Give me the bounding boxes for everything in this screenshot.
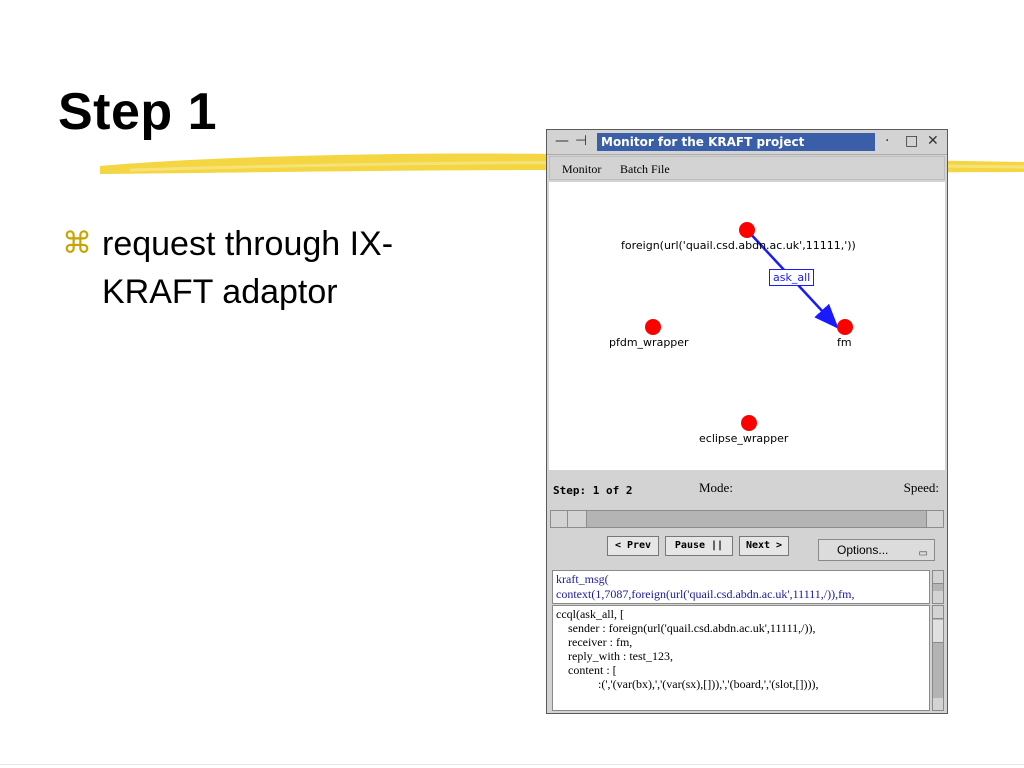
- message-header-line-1: kraft_msg(: [556, 572, 609, 586]
- maximize-icon[interactable]: □: [905, 133, 919, 149]
- dot-icon[interactable]: ·: [885, 133, 890, 149]
- mode-label: Mode:: [699, 480, 733, 495]
- menubar: [549, 156, 945, 180]
- message-content-pane[interactable]: ccql(ask_all, [ sender : foreign(url('quail.csd.abdn.ac.uk',11111,/)), receiver : fm, reply_with : test_123, content : [ :(','(var(bx),','(var(sx),[])),','(board,','(slot,[]))),: [552, 605, 930, 711]
- status-bar: [549, 472, 945, 506]
- slider-left-arrow-icon[interactable]: [551, 511, 568, 527]
- slider-thumb[interactable]: [568, 511, 587, 527]
- node-label-eclipse-wrapper: eclipse_wrapper: [699, 432, 789, 445]
- node-pfdm-wrapper[interactable]: [645, 319, 661, 335]
- message-header-line-2: context(1,7087,foreign(url('quail.csd.abdn.ac.uk',11111,/)),fm,: [556, 587, 855, 601]
- slider-right-arrow-icon[interactable]: [926, 511, 943, 527]
- node-eclipse-wrapper[interactable]: [741, 415, 757, 431]
- node-fm[interactable]: [837, 319, 853, 335]
- bullet-text: request through IX-KRAFT adaptor: [102, 225, 394, 311]
- step-slider[interactable]: [550, 510, 944, 528]
- bullet-item: [62, 220, 462, 316]
- scroll-up-arrow-icon[interactable]: [933, 571, 943, 584]
- options-dropdown[interactable]: [818, 539, 935, 561]
- message-header-pane[interactable]: [552, 570, 930, 604]
- message-header-scrollbar[interactable]: [932, 570, 944, 604]
- speed-label: Speed:: [903, 480, 939, 495]
- menu-batch-file[interactable]: Batch File: [620, 162, 670, 176]
- menu-monitor[interactable]: Monitor: [562, 162, 602, 176]
- edge-label-ask-all: ask_all: [769, 269, 814, 286]
- prev-button[interactable]: < Prev: [607, 536, 659, 556]
- node-label-pfdm-wrapper: pfdm_wrapper: [609, 336, 689, 349]
- node-label-fm: fm: [837, 336, 852, 349]
- close-icon[interactable]: ✕: [927, 133, 939, 149]
- minimize-icon[interactable]: —: [555, 133, 569, 149]
- bottom-rule: [0, 764, 1024, 765]
- window-titlebar: [547, 130, 947, 155]
- window-title: Monitor for the KRAFT project: [597, 133, 875, 151]
- next-button[interactable]: Next >: [739, 536, 789, 556]
- slide-title: Step 1: [58, 83, 218, 141]
- message-content-scrollbar[interactable]: [932, 605, 944, 711]
- pin-icon[interactable]: ⊣: [575, 133, 588, 149]
- node-label-foreign: foreign(url('quail.csd.abdn.ac.uk',11111,')): [621, 239, 856, 252]
- graph-canvas[interactable]: [549, 182, 945, 470]
- scroll-thumb[interactable]: [933, 620, 943, 643]
- node-foreign[interactable]: [739, 222, 755, 238]
- scroll-down-arrow-icon[interactable]: [933, 591, 943, 604]
- step-counter: Step: 1 of 2: [553, 484, 633, 497]
- options-label: Options...: [837, 543, 889, 557]
- dropdown-arrow-icon: ▭: [918, 548, 928, 559]
- command-key-icon: ⌘: [62, 226, 92, 261]
- pause-button[interactable]: Pause ||: [665, 536, 733, 556]
- monitor-window: [546, 129, 948, 714]
- scroll-down-arrow-icon[interactable]: [933, 698, 943, 711]
- scroll-up-arrow-icon[interactable]: [933, 606, 943, 619]
